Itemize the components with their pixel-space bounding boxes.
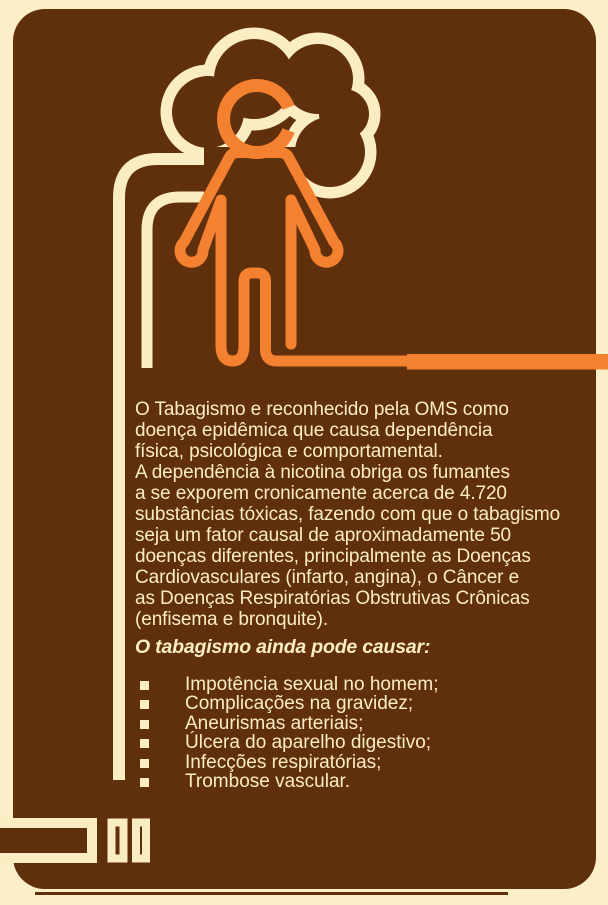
paragraph-line: doença epidêmica que causa dependência [135, 420, 493, 441]
square-bullet-icon [140, 681, 149, 690]
list-item [140, 714, 438, 733]
square-bullet-icon [140, 700, 149, 709]
list-item-label: Trombose vascular. [185, 770, 351, 792]
paragraph-line: A dependência à nicotina obriga os fumantes [135, 462, 510, 483]
square-bullet-icon [140, 778, 149, 787]
paragraph-line: (enfisema e bronquite). [135, 609, 329, 630]
list-item-label: Úlcera do aparelho digestivo; [185, 732, 432, 754]
list-item-label: Infecções respiratórias; [185, 751, 382, 773]
panel-bottom-rule [35, 892, 508, 895]
list-item-label: Impotência sexual no homem; [185, 674, 439, 695]
square-bullet-icon [140, 759, 149, 768]
intro-paragraph [135, 399, 560, 630]
paragraph-line: as Doenças Respiratórias Obstrutivas Crônicas [135, 588, 530, 609]
square-bullet-icon [140, 720, 149, 729]
square-bullet-icon [140, 739, 149, 748]
causes-heading: O tabagismo ainda pode causar: [135, 636, 431, 658]
paragraph-line: seja um fator causal de aproximadamente 50 [135, 525, 512, 546]
list-item [140, 733, 438, 752]
list-item [140, 694, 438, 713]
paragraph-line: O Tabagismo e reconhecido pela OMS como [135, 399, 509, 420]
paragraph-line: substâncias tóxicas, fazendo com que o tabagismo [135, 504, 561, 525]
paragraph-line: a se exporem cronicamente acerca de 4.720 [135, 483, 507, 504]
list-item-label: Aneurismas arteriais; [185, 712, 364, 734]
list-item-label: Complicações na gravidez; [185, 693, 414, 715]
paragraph-line: doenças diferentes, principalmente as Doenças [135, 546, 531, 567]
paragraph-line: física, psicológica e comportamental. [135, 441, 443, 462]
list-item [140, 772, 438, 791]
list-item [140, 675, 438, 694]
list-item [140, 753, 438, 772]
paragraph-line: Cardiovasculares (infarto, angina), o Câncer e [135, 567, 520, 588]
causes-list [140, 675, 438, 791]
